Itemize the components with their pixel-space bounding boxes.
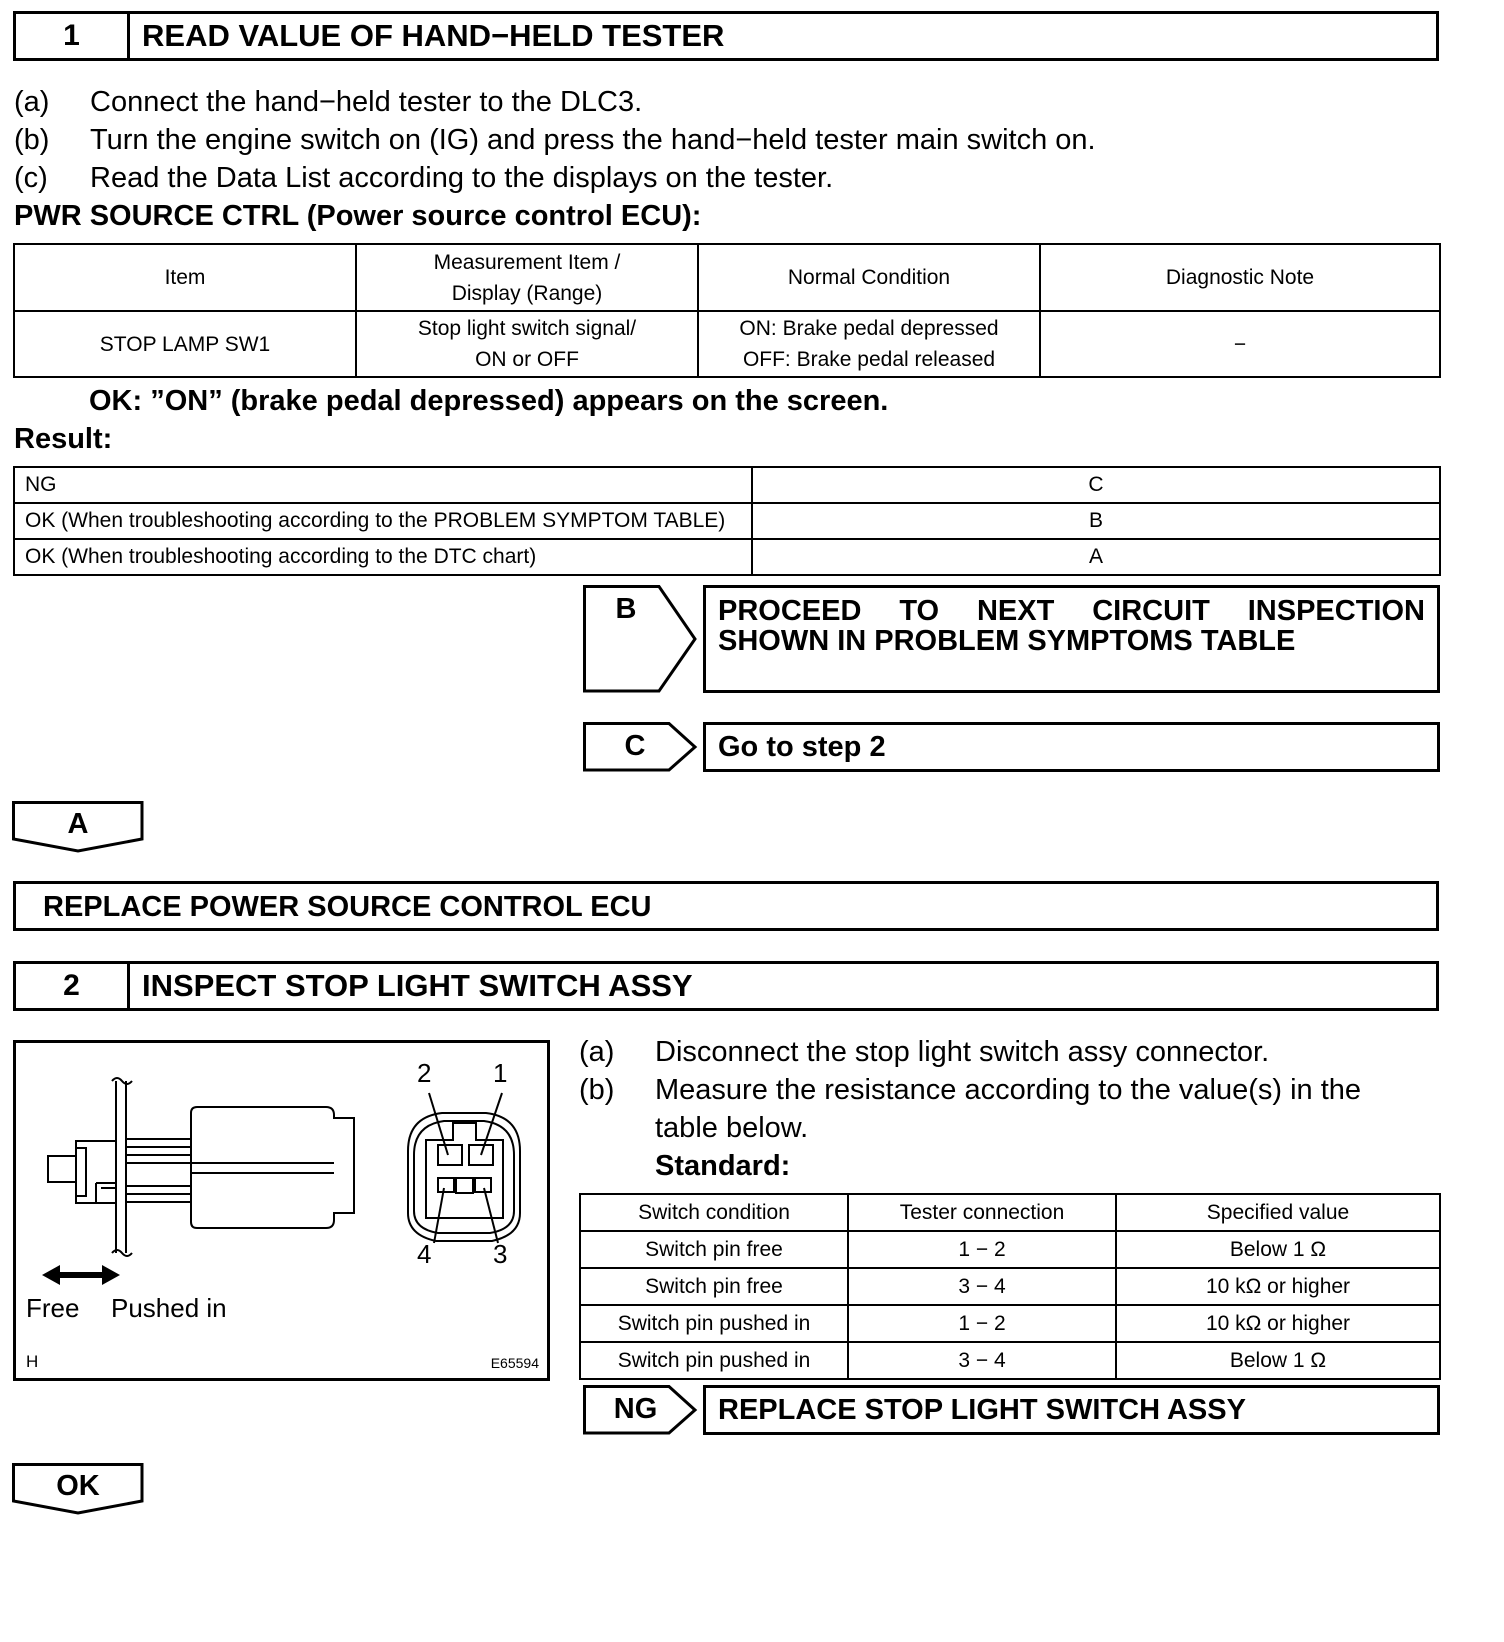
pin-label-1: 1	[493, 1058, 508, 1088]
cell-measurement: Stop light switch signal/ ON or OFF	[356, 311, 698, 377]
spec-header: Switch condition	[580, 1194, 848, 1231]
result-heading: Result:	[14, 423, 113, 455]
spec-row	[580, 1231, 1440, 1268]
spec-row	[580, 1268, 1440, 1305]
branch-ng-result: REPLACE STOP LIGHT SWITCH ASSY	[703, 1385, 1440, 1435]
result-value: C	[752, 467, 1440, 503]
step-2-header	[13, 961, 1439, 1011]
result-row	[14, 539, 1440, 575]
data-list-table	[13, 243, 1441, 378]
step-title: INSPECT STOP LIGHT SWITCH ASSY	[142, 968, 693, 1003]
replace-ecu-box: REPLACE POWER SOURCE CONTROL ECU	[13, 881, 1439, 931]
spec-cell: Switch pin free	[580, 1231, 848, 1268]
result-condition: OK (When troubleshooting according to the DTC chart)	[14, 539, 752, 575]
branch-b-result	[703, 585, 1440, 693]
cell-diagnostic-note: −	[1040, 311, 1440, 377]
pin-label-2: 2	[417, 1058, 432, 1088]
step-number: 1	[16, 14, 130, 58]
branch-b-letter: B	[615, 593, 637, 625]
header-measurement: Measurement Item / Display (Range)	[356, 244, 698, 311]
spec-cell: Switch pin pushed in	[580, 1305, 848, 1342]
result-row	[14, 503, 1440, 539]
branch-a-letter: A	[67, 808, 89, 840]
cell-item: STOP LAMP SW1	[14, 311, 356, 377]
pin-label-3: 3	[493, 1239, 508, 1269]
branch-ng-label: NG	[613, 1393, 658, 1425]
header-normal-condition: Normal Condition	[698, 244, 1040, 311]
spec-cell: Below 1 Ω	[1116, 1231, 1440, 1268]
pin-label-4: 4	[417, 1239, 432, 1269]
stop-light-switch-drawing	[16, 1043, 547, 1378]
spec-cell: 10 kΩ or higher	[1116, 1268, 1440, 1305]
step-1-header	[13, 11, 1439, 61]
pushed-in-label: Pushed in	[111, 1293, 227, 1323]
result-value: A	[752, 539, 1440, 575]
spec-cell: Switch pin pushed in	[580, 1342, 848, 1379]
free-label: Free	[26, 1293, 80, 1323]
result-condition: NG	[14, 467, 752, 503]
switch-figure	[13, 1040, 550, 1381]
data-list-subheading: PWR SOURCE CTRL (Power source control ECU):	[14, 200, 702, 232]
spec-cell: 10 kΩ or higher	[1116, 1305, 1440, 1342]
result-condition: OK (When troubleshooting according to the PROBLEM SYMPTOM TABLE)	[14, 503, 752, 539]
spec-cell: 1 − 2	[848, 1305, 1116, 1342]
step-number: 2	[16, 964, 130, 1008]
branch-c-letter: C	[624, 730, 646, 762]
spec-cell: Below 1 Ω	[1116, 1342, 1440, 1379]
spec-table	[579, 1193, 1441, 1380]
branch-b-line2: SHOWN IN PROBLEM SYMPTOMS TABLE	[718, 625, 1296, 657]
spec-cell: 3 − 4	[848, 1342, 1116, 1379]
branch-b-line1: PROCEED TO NEXT CIRCUIT INSPECTION	[718, 595, 1425, 627]
spec-row	[580, 1305, 1440, 1342]
step-title: READ VALUE OF HAND−HELD TESTER	[142, 18, 725, 53]
branch-c-result: Go to step 2	[703, 722, 1440, 772]
header-item: Item	[14, 244, 356, 311]
spec-cell: Switch pin free	[580, 1268, 848, 1305]
cell-normal-condition: ON: Brake pedal depressed OFF: Brake pedal released	[698, 311, 1040, 377]
result-value: B	[752, 503, 1440, 539]
figure-corner-letter: H	[26, 1352, 39, 1371]
spec-header: Tester connection	[848, 1194, 1116, 1231]
result-table	[13, 466, 1441, 576]
spec-header: Specified value	[1116, 1194, 1440, 1231]
spec-row	[580, 1342, 1440, 1379]
step2-instruction-b-cont: table below.	[655, 1112, 809, 1144]
header-diagnostic-note: Diagnostic Note	[1040, 244, 1440, 311]
result-row	[14, 467, 1440, 503]
spec-cell: 1 − 2	[848, 1231, 1116, 1268]
standard-heading: Standard:	[655, 1150, 791, 1182]
branch-ok-label: OK	[56, 1470, 100, 1502]
ok-criteria: OK: ”ON” (brake pedal depressed) appears on the screen.	[89, 385, 889, 417]
figure-id: E65594	[490, 1355, 539, 1371]
spec-cell: 3 − 4	[848, 1268, 1116, 1305]
